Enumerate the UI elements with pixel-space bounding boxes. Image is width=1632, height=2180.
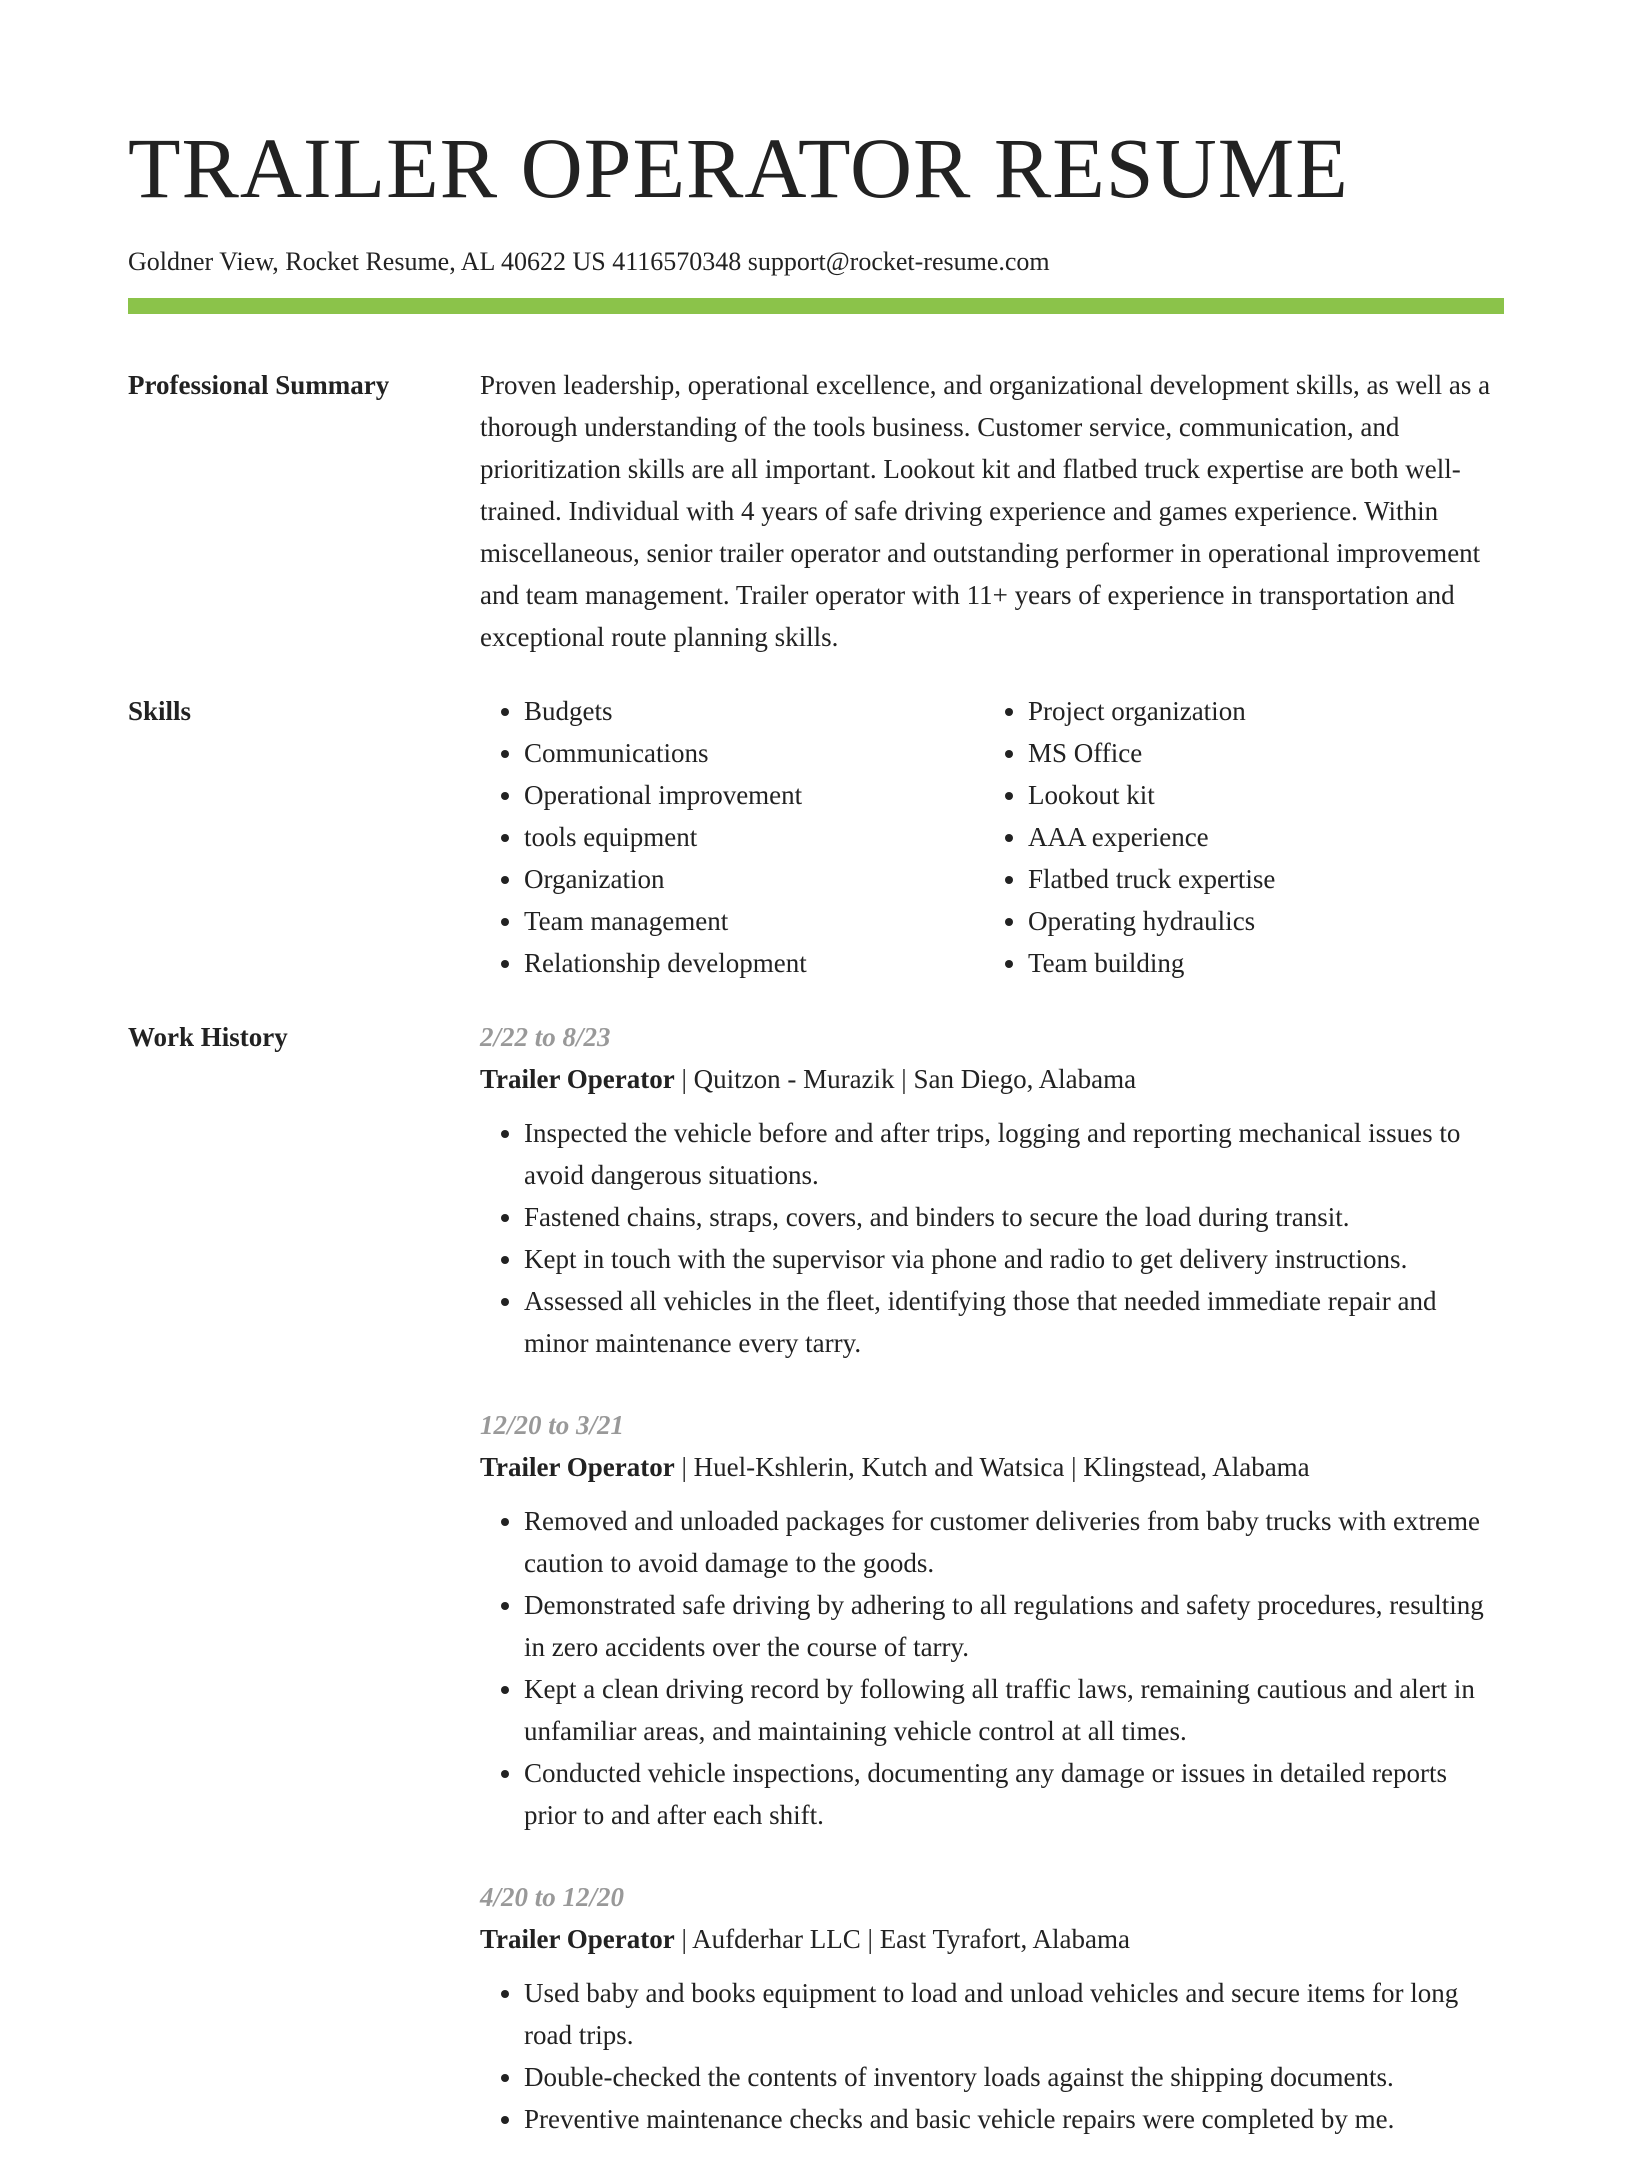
job-details: | Huel-Kshlerin, Kutch and Watsica | Klingstead, Alabama (674, 1452, 1310, 1482)
job-bullet: • Fastened chains, straps, covers, and binders to secure the load during transit. (524, 1196, 1504, 1238)
job-entry (480, 1404, 1504, 1836)
job-title: Trailer Operator (480, 1924, 675, 1954)
job-bullet: • Demonstrated safe driving by adhering to all regulations and safety procedures, resulting in zero accidents over the course of tarry. (524, 1584, 1504, 1668)
job-bullets (480, 1500, 1504, 1836)
skill-item: • Operational improvement (524, 774, 984, 816)
skill-item: • Team building (1028, 942, 1504, 984)
job-bullet: • Kept a clean driving record by following all traffic laws, remaining cautious and alert in unfamiliar areas, and maintaining vehicle control at all times. (524, 1668, 1504, 1752)
skill-item: • Operating hydraulics (1028, 900, 1504, 942)
summary-text: Proven leadership, operational excellence, and organizational development skills, as well as a thorough understanding of the tools business. Customer service, communication, and prioritization skills are all important. Lookout kit and flatbed truck expertise are both well-trained. Individual with 4 years of safe driving experience and games experience. Within miscellaneous, senior trailer operator and outstanding performer in operational improvement and team management. Trailer operator with 11+ years of experience in transportation and exceptional route planning skills. (480, 370, 1491, 652)
skill-item: • Organization (524, 858, 984, 900)
skill-item: • tools equipment (524, 816, 984, 858)
job-bullet: • Inspected the vehicle before and after trips, logging and reporting mechanical issues to avoid dangerous situations. (524, 1112, 1504, 1196)
job-details: | Quitzon - Murazik | San Diego, Alabama (674, 1064, 1137, 1094)
job-bullet: • Used baby and books equipment to load and unload vehicles and secure items for long road trips. (524, 1972, 1504, 2056)
job-bullet: • Kept in touch with the supervisor via phone and radio to get delivery instructions. (524, 1238, 1504, 1280)
skill-item: • Project organization (1028, 690, 1504, 732)
job-bullets (480, 1112, 1504, 1364)
skill-item: • Budgets (524, 690, 984, 732)
skill-item: • Relationship development (524, 942, 984, 984)
skill-item: • Team management (524, 900, 984, 942)
skill-item: • AAA experience (1028, 816, 1504, 858)
work-history-body (480, 1016, 1504, 2180)
job-entry (480, 1016, 1504, 1364)
job-bullet: • Conducted vehicle inspections, documenting any damage or issues in detailed reports prior to and after each shift. (524, 1752, 1504, 1836)
skill-item: • Communications (524, 732, 984, 774)
skills-label: Skills (128, 696, 192, 726)
job-dates: 4/20 to 12/20 (480, 1882, 625, 1912)
accent-divider (128, 298, 1504, 314)
resume-page (128, 0, 1504, 2180)
job-details: | Aufderhar LLC | East Tyrafort, Alabama (674, 1924, 1130, 1954)
job-bullet: • Preventive maintenance checks and basic vehicle repairs were completed by me. (524, 2098, 1504, 2140)
resume-title: TRAILER OPERATOR RESUME (128, 120, 1349, 216)
job-entry (480, 1876, 1504, 2140)
skill-item: • Lookout kit (1028, 774, 1504, 816)
skill-item: • Flatbed truck expertise (1028, 858, 1504, 900)
job-dates: 12/20 to 3/21 (480, 1410, 625, 1440)
job-title: Trailer Operator (480, 1064, 675, 1094)
job-bullet: • Assessed all vehicles in the fleet, identifying those that needed immediate repair and minor maintenance every tarry. (524, 1280, 1504, 1364)
skills-list-right (984, 690, 1504, 984)
job-heading (480, 1058, 1504, 1100)
work-history-section (128, 1016, 1504, 2180)
job-bullets (480, 1972, 1504, 2140)
skill-item: • MS Office (1028, 732, 1504, 774)
skills-section (128, 690, 1504, 984)
work-history-label: Work History (128, 1022, 288, 1052)
skills-list-left (480, 690, 984, 984)
job-bullet: • Double-checked the contents of inventory loads against the shipping documents. (524, 2056, 1504, 2098)
contact-line: Goldner View, Rocket Resume, AL 40622 US 4116570348 support@rocket-resume.com (128, 247, 1050, 276)
job-heading (480, 1918, 1504, 1960)
job-heading (480, 1446, 1504, 1488)
job-dates: 2/22 to 8/23 (480, 1022, 611, 1052)
summary-body (480, 364, 1504, 658)
skills-columns (480, 690, 1504, 984)
summary-section (128, 364, 1504, 658)
job-bullet: • Removed and unloaded packages for customer deliveries from baby trucks with extreme caution to avoid damage to the goods. (524, 1500, 1504, 1584)
summary-label: Professional Summary (128, 370, 390, 400)
job-title: Trailer Operator (480, 1452, 675, 1482)
